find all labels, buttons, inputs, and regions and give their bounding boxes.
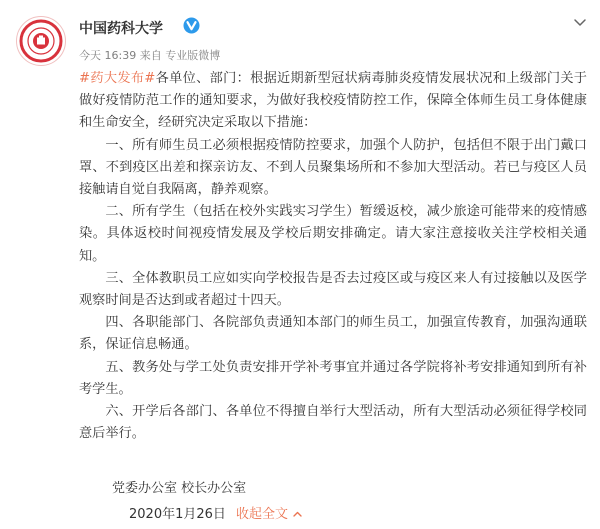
source-prefix: 来自 [139, 49, 162, 62]
lead-paragraph [79, 68, 587, 135]
verified-badge-icon [183, 17, 200, 34]
signature: 党委办公室 校长办公室 [112, 481, 247, 496]
date-row [129, 503, 303, 522]
chevron-down-icon[interactable] [572, 14, 588, 30]
avatar[interactable] [16, 16, 66, 66]
post-source[interactable]: 专业版微博 [165, 49, 221, 62]
author-name[interactable]: 中国药科大学 [79, 21, 163, 37]
measure-paragraph: 二、所有学生（包括在校外实践实习学生）暂缓返校，减少旅途可能带来的疫情感染。具体返校时间视疫情发展及学校后期安排确定。请大家注意接收关注学校相关通知。 [79, 204, 587, 264]
post-content [79, 68, 587, 445]
topic-link[interactable]: #药大发布# [79, 71, 156, 86]
measure-paragraph: 六、开学后各部门、各单位不得擅自举行大型活动，所有大型活动必须征得学校同意后举行。 [79, 404, 587, 442]
lead-text: 各单位、部门：根据近期新型冠状病毒肺炎疫情发展状况和上级部门关于做好疫情防范工作的通知要求，为做好我校疫情防控工作，保障全体师生员工身体健康和生命安全，经研究决定采取以下措施： [79, 71, 587, 131]
issue-date: 2020年1月26日 [129, 507, 226, 522]
post-time[interactable]: 今天 16:39 [79, 49, 137, 62]
measure-paragraph: 四、各职能部门、各院部负责通知本部门的师生员工，加强宣传教育，加强沟通联系，保证信息畅通。 [79, 315, 587, 353]
measure-paragraph: 五、教务处与学工处负责安排开学补考事宜并通过各学院将补考安排通知到所有补考学生。 [79, 359, 587, 397]
collapse-button[interactable] [236, 507, 303, 522]
university-logo-icon [19, 19, 63, 63]
collapse-label: 收起全文 [236, 507, 289, 522]
measure-paragraph: 三、全体教职员工应如实向学校报告是否去过疫区或与疫区来人有过接触以及医学观察时间是否达到或者超过十四天。 [79, 270, 587, 309]
post-meta [79, 47, 220, 63]
chevron-up-icon [292, 509, 303, 520]
measure-paragraph: 一、所有师生员工必须根据疫情防控要求，加强个人防护，包括但不限于出门戴口罩、不到疫区出差和探亲访友、不到人员聚集场所和不参加大型活动。若已与疫区人员接触请自觉自我隔离，静养观察。 [79, 137, 587, 198]
